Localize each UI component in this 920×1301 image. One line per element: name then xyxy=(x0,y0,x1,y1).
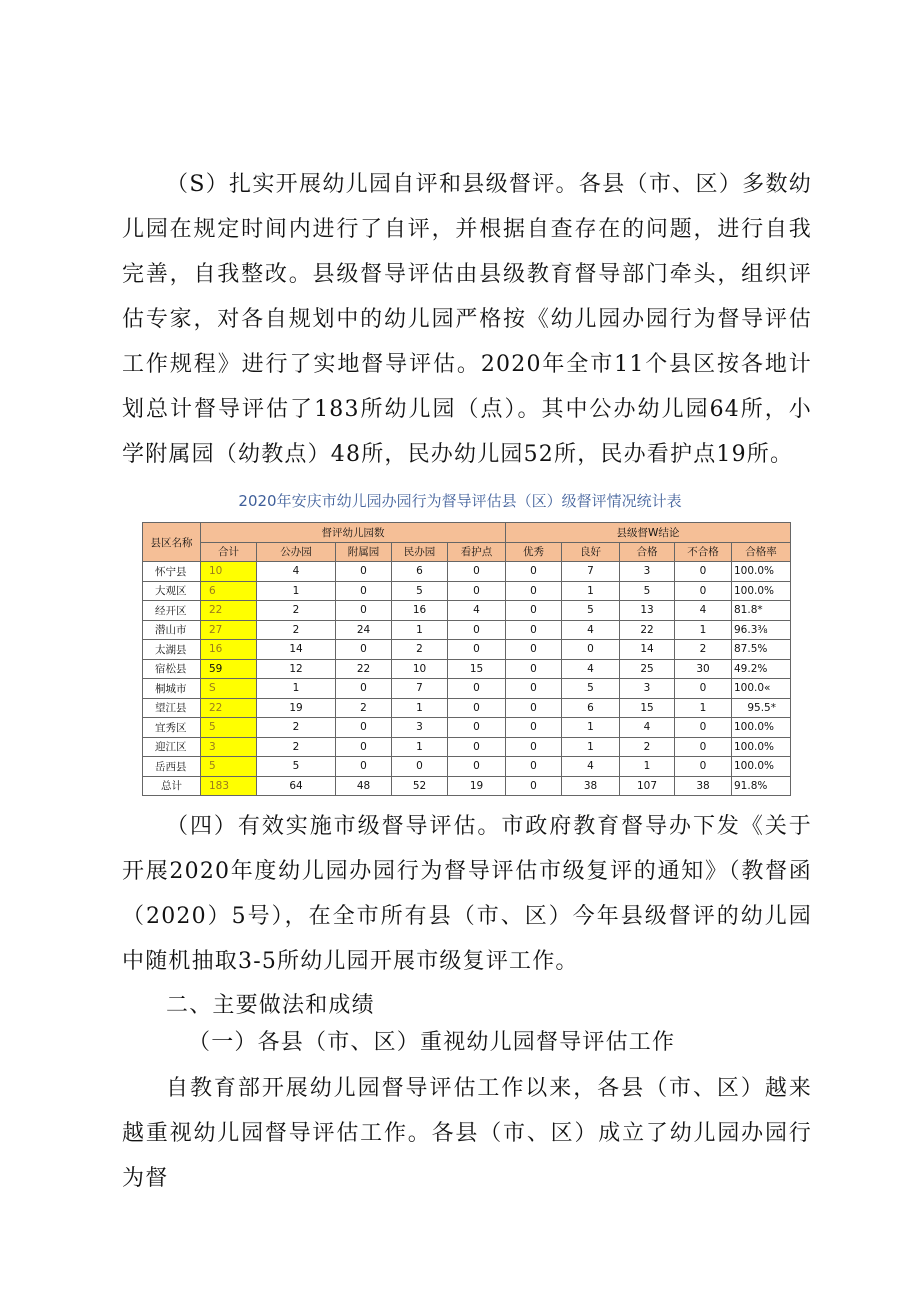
pass-rate-cell: 100.0% xyxy=(732,718,791,738)
table-cell: 1 xyxy=(620,757,675,777)
total-count-cell: 22 xyxy=(201,698,257,718)
table-row xyxy=(143,601,791,621)
table-row xyxy=(143,757,791,777)
table-cell: 0 xyxy=(336,581,392,601)
pass-rate-cell: 100.0% xyxy=(732,581,791,601)
table-row xyxy=(143,776,791,796)
table-cell: 0 xyxy=(448,757,506,777)
table-cell: 0 xyxy=(675,562,732,582)
county-header: 县区名称 xyxy=(143,523,201,562)
table-cell: 13 xyxy=(620,601,675,621)
table-cell: 0 xyxy=(506,601,562,621)
table-cell: 0 xyxy=(336,640,392,660)
table-cell: 0 xyxy=(675,581,732,601)
table-cell: 1 xyxy=(675,698,732,718)
table-cell: 6 xyxy=(392,562,448,582)
table-row xyxy=(143,679,791,699)
column-header: 不合格 xyxy=(675,542,732,562)
table-row xyxy=(143,640,791,660)
table-row xyxy=(143,581,791,601)
table-cell: 1 xyxy=(392,698,448,718)
column-header: 公办园 xyxy=(257,542,336,562)
table-cell: 5 xyxy=(620,581,675,601)
table-cell: 0 xyxy=(336,562,392,582)
pass-rate-cell: 91.8% xyxy=(732,776,791,796)
table-cell: 24 xyxy=(336,620,392,640)
table-cell: 0 xyxy=(448,737,506,757)
table-cell: 0 xyxy=(506,776,562,796)
county-name-cell: 岳西县 xyxy=(143,757,201,777)
table-cell: 0 xyxy=(506,757,562,777)
total-count-cell: 5 xyxy=(201,757,257,777)
table-cell: 4 xyxy=(562,659,620,679)
paragraph-county-self-evaluation: （S）扎实开展幼儿园自评和县级督评。各县（市、区）多数幼儿园在规定时间内进行了自评，并根据自查存在的问题，进行自我完善，自我整改。县级督导评估由县级教育督导部门牵头，组织评估专家，对各自规划中的幼儿园严格按《幼儿园办园行为督导评估工作规程》进行了实地督导评估。2020年全市11个县区按各地计划总计督导评估了183所幼儿园（点）。其中公办幼儿园64所，小学附属园（幼教点）48所，民办幼儿园52所，民办看护点19所。 xyxy=(122,172,812,467)
pass-rate-cell: 87.5% xyxy=(732,640,791,660)
column-header: 合格率 xyxy=(732,542,791,562)
table-cell: 0 xyxy=(448,640,506,660)
total-count-cell: 6 xyxy=(201,581,257,601)
total-count-cell: 10 xyxy=(201,562,257,582)
table-cell: 12 xyxy=(257,659,336,679)
statistics-table xyxy=(142,522,791,796)
table-cell: 2 xyxy=(257,737,336,757)
table-cell: 7 xyxy=(392,679,448,699)
table-cell: 0 xyxy=(448,581,506,601)
county-name-cell: 宿松县 xyxy=(143,659,201,679)
table-cell: 5 xyxy=(562,679,620,699)
table-row xyxy=(143,698,791,718)
table-cell: 4 xyxy=(675,601,732,621)
table-cell: 2 xyxy=(257,718,336,738)
table-cell: 2 xyxy=(620,737,675,757)
county-name-cell: 怀宁县 xyxy=(143,562,201,582)
table-cell: 64 xyxy=(257,776,336,796)
total-count-cell: 59 xyxy=(201,659,257,679)
paragraph-city-evaluation: （四）有效实施市级督导评估。市政府教育督导办下发《关于开展2020年度幼儿园办园行为督导评估市级复评的通知》（教督函（2020）5号），在全市所有县（市、区）今年县级督评的幼儿园中随机抽取3-5所幼儿园开展市级复评工作。 xyxy=(122,814,812,974)
table-cell: 4 xyxy=(448,601,506,621)
table-cell: 0 xyxy=(448,718,506,738)
table-cell: 3 xyxy=(620,679,675,699)
county-name-cell: 迎江区 xyxy=(143,737,201,757)
table-cell: 0 xyxy=(448,698,506,718)
table-cell: 0 xyxy=(336,737,392,757)
table-cell: 0 xyxy=(506,737,562,757)
table-cell: 0 xyxy=(336,601,392,621)
table-cell: 22 xyxy=(336,659,392,679)
group-header-conclusion: 县级督W结论 xyxy=(506,523,791,543)
table-cell: 15 xyxy=(448,659,506,679)
table-cell: 2 xyxy=(675,640,732,660)
column-header: 优秀 xyxy=(506,542,562,562)
table-cell: 15 xyxy=(620,698,675,718)
table-cell: 2 xyxy=(336,698,392,718)
table-cell: 1 xyxy=(392,620,448,640)
table-cell: 10 xyxy=(392,659,448,679)
pass-rate-cell: 100.0% xyxy=(732,737,791,757)
total-count-cell: 27 xyxy=(201,620,257,640)
table-cell: 38 xyxy=(562,776,620,796)
table-cell: 38 xyxy=(675,776,732,796)
paragraph-importance: 自教育部开展幼儿园督导评估工作以来，各县（市、区）越来越重视幼儿园督导评估工作。各县（市、区）成立了幼儿园办园行为督 xyxy=(122,1076,812,1191)
column-header: 良好 xyxy=(562,542,620,562)
table-cell: 14 xyxy=(620,640,675,660)
table-cell: 0 xyxy=(336,757,392,777)
table-cell: 5 xyxy=(257,757,336,777)
table-cell: 30 xyxy=(675,659,732,679)
table-cell: 0 xyxy=(448,620,506,640)
county-name-cell: 经开区 xyxy=(143,601,201,621)
table-cell: 0 xyxy=(675,737,732,757)
table-cell: 4 xyxy=(620,718,675,738)
table-row xyxy=(143,562,791,582)
pass-rate-cell: 49.2% xyxy=(732,659,791,679)
table-cell: 1 xyxy=(257,679,336,699)
table-cell: 14 xyxy=(257,640,336,660)
table-cell: 7 xyxy=(562,562,620,582)
table-cell: 4 xyxy=(257,562,336,582)
table-cell: 0 xyxy=(506,640,562,660)
table-cell: 19 xyxy=(257,698,336,718)
total-count-cell: 5 xyxy=(201,718,257,738)
table-cell: 1 xyxy=(392,737,448,757)
table-cell: 0 xyxy=(336,718,392,738)
table-cell: 5 xyxy=(562,601,620,621)
table-cell: 25 xyxy=(620,659,675,679)
total-count-cell: 3 xyxy=(201,737,257,757)
table-cell: 0 xyxy=(562,640,620,660)
table-cell: 0 xyxy=(675,679,732,699)
table-cell: 6 xyxy=(562,698,620,718)
column-header: 看护点 xyxy=(448,542,506,562)
table-cell: 1 xyxy=(562,718,620,738)
table-cell: 22 xyxy=(620,620,675,640)
table-cell: 1 xyxy=(675,620,732,640)
table-cell: 4 xyxy=(562,620,620,640)
table-cell: 0 xyxy=(506,562,562,582)
table-cell: 0 xyxy=(506,718,562,738)
table-cell: 0 xyxy=(336,679,392,699)
table-cell: 0 xyxy=(506,679,562,699)
subsection-heading: （一）各县（市、区）重视幼儿园督导评估工作 xyxy=(188,1030,676,1055)
county-name-cell: 桐城市 xyxy=(143,679,201,699)
table-cell: 5 xyxy=(392,581,448,601)
table-cell: 3 xyxy=(620,562,675,582)
table-row xyxy=(143,620,791,640)
county-name-cell: 望江县 xyxy=(143,698,201,718)
table-row xyxy=(143,737,791,757)
table-cell: 2 xyxy=(257,620,336,640)
county-name-cell: 大观区 xyxy=(143,581,201,601)
table-cell: 0 xyxy=(506,620,562,640)
table-cell: 1 xyxy=(562,581,620,601)
table-cell: 0 xyxy=(448,679,506,699)
pass-rate-cell: 95.5* xyxy=(732,698,791,718)
table-cell: 0 xyxy=(506,659,562,679)
total-count-cell: 16 xyxy=(201,640,257,660)
total-count-cell: S xyxy=(201,679,257,699)
table-cell: 1 xyxy=(562,737,620,757)
table-cell: 2 xyxy=(257,601,336,621)
table-cell: 0 xyxy=(506,581,562,601)
pass-rate-cell: 100.0% xyxy=(732,562,791,582)
table-row xyxy=(143,718,791,738)
column-header: 合计 xyxy=(201,542,257,562)
pass-rate-cell: 81.8* xyxy=(732,601,791,621)
table-cell: 0 xyxy=(448,562,506,582)
column-header: 民办园 xyxy=(392,542,448,562)
county-name-cell: 总计 xyxy=(143,776,201,796)
table-cell: 0 xyxy=(675,718,732,738)
pass-rate-cell: 100.0% xyxy=(732,757,791,777)
pass-rate-cell: 100.0« xyxy=(732,679,791,699)
pass-rate-cell: 96.3⅜ xyxy=(732,620,791,640)
column-header: 附属园 xyxy=(336,542,392,562)
table-cell: 19 xyxy=(448,776,506,796)
total-count-cell: 183 xyxy=(201,776,257,796)
table-cell: 16 xyxy=(392,601,448,621)
table-cell: 52 xyxy=(392,776,448,796)
table-row xyxy=(143,659,791,679)
table-cell: 0 xyxy=(506,698,562,718)
table-cell: 0 xyxy=(675,757,732,777)
table-title: 2020年安庆市幼儿园办园行为督导评估县（区）级督评情况统计表 xyxy=(238,492,682,510)
column-header: 合格 xyxy=(620,542,675,562)
table-cell: 48 xyxy=(336,776,392,796)
county-name-cell: 宜秀区 xyxy=(143,718,201,738)
table-cell: 0 xyxy=(392,757,448,777)
table-cell: 1 xyxy=(257,581,336,601)
section-heading: 二、主要做法和成绩 xyxy=(166,993,375,1018)
table-cell: 3 xyxy=(392,718,448,738)
table-cell: 107 xyxy=(620,776,675,796)
county-name-cell: 潜山市 xyxy=(143,620,201,640)
group-header-kindergartens: 督评幼儿园数 xyxy=(201,523,506,543)
table-cell: 2 xyxy=(392,640,448,660)
table-cell: 4 xyxy=(562,757,620,777)
county-name-cell: 太湖县 xyxy=(143,640,201,660)
total-count-cell: 22 xyxy=(201,601,257,621)
